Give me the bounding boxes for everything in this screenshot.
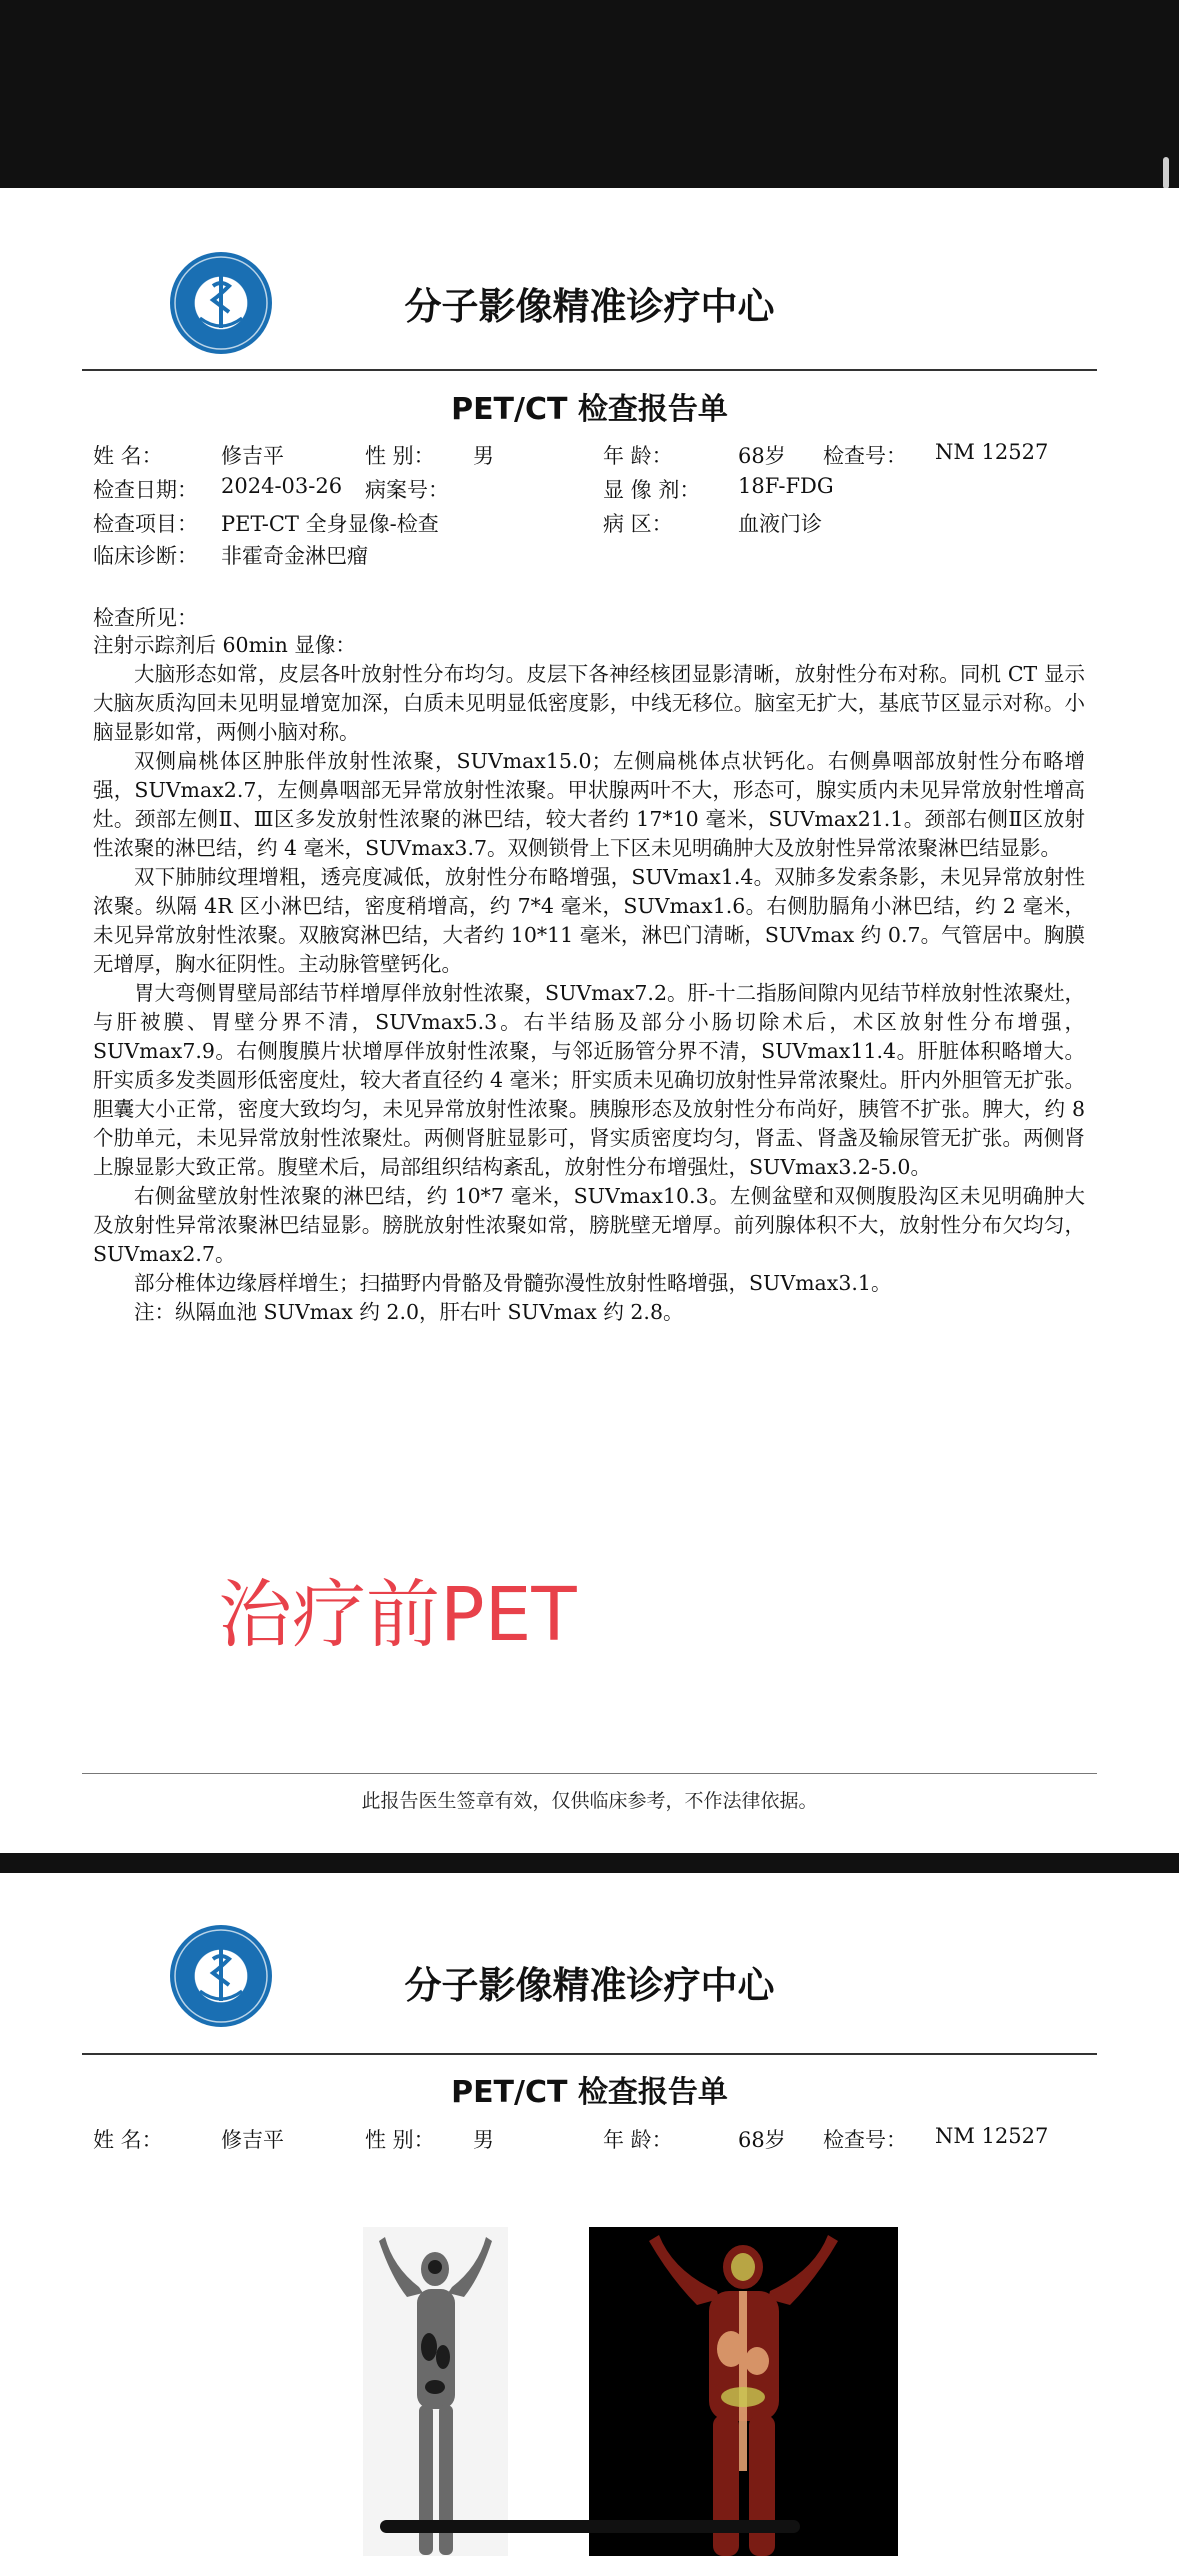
- case-no-label: 病案号：: [365, 478, 449, 502]
- diagnosis-label: 临床诊断：: [93, 544, 198, 568]
- findings-note: 注：纵隔血池 SUVmax 约 2.0，肝右叶 SUVmax 约 2.8。: [134, 1300, 684, 1324]
- age-label: 年 龄：: [603, 2128, 673, 2152]
- exam-item: PET-CT 全身显像-检查: [221, 512, 439, 536]
- report-page-1: [0, 188, 1179, 1853]
- center-name: 分子影像精准诊疗中心: [404, 285, 775, 328]
- sex-label: 性 别：: [365, 2128, 435, 2152]
- report-page-2: [0, 1873, 1179, 2556]
- findings-paragraph: 右侧盆壁放射性浓聚的淋巴结，约 10*7 毫米，SUVmax10.3。左侧盆壁和双侧腹股沟区未见明确肿大及放射性异常浓聚淋巴结显影。膀胱放射性浓聚如常，膀胱壁无增厚。前列腺体积不大，放射性分布欠均匀，SUVmax2.7。: [93, 1184, 1085, 1266]
- exam-no-label: 检查号：: [823, 444, 907, 468]
- exam-date: 2024-03-26: [221, 474, 343, 498]
- patient-sex: 男: [473, 2128, 494, 2152]
- name-label: 姓 名：: [93, 444, 163, 468]
- ward-label: 病 区：: [603, 512, 673, 536]
- patient-name: 修吉平: [221, 2128, 284, 2152]
- sex-label: 性 别：: [365, 444, 435, 468]
- findings-paragraph: 大脑形态如常，皮层各叶放射性分布均匀。皮层下各神经核团显影清晰，放射性分布对称。同机 CT 显示大脑灰质沟回未见明显增宽加深，白质未见明显低密度影，中线无移位。脑室无扩大，基底节区显示对称。小脑显影如常，两侧小脑对称。: [93, 662, 1085, 744]
- footer-divider: [82, 1773, 1097, 1774]
- report-title: PET/CT 检查报告单: [451, 2075, 728, 2110]
- header-divider: [82, 369, 1097, 371]
- patient-age: 68岁: [738, 2128, 786, 2152]
- header-divider: [82, 2053, 1097, 2055]
- patient-sex: 男: [473, 444, 494, 468]
- patient-name: 修吉平: [221, 444, 284, 468]
- agent-label: 显 像 剂：: [603, 478, 701, 502]
- findings-label: 检查所见：: [93, 606, 198, 630]
- agent: 18F-FDG: [738, 474, 834, 498]
- age-label: 年 龄：: [603, 444, 673, 468]
- footer-disclaimer: 此报告医生签章有效，仅供临床参考，不作法律依据。: [361, 1790, 818, 1812]
- exam-no: NM 12527: [935, 440, 1049, 464]
- exam-date-label: 检查日期：: [93, 478, 198, 502]
- report-title: PET/CT 检查报告单: [451, 392, 728, 427]
- findings-paragraph: 注射示踪剂后 60min 显像：: [93, 633, 356, 657]
- exam-no: NM 12527: [935, 2124, 1049, 2148]
- handwritten-annotation: 治疗前PET: [218, 1572, 577, 1658]
- status-bar-area: [0, 0, 1179, 188]
- item-label: 检查项目：: [93, 512, 198, 536]
- name-label: 姓 名：: [93, 2128, 163, 2152]
- findings-paragraph: 双侧扁桃体区肿胀伴放射性浓聚，SUVmax15.0；左侧扁桃体点状钙化。右侧鼻咽部放射性分布略增强，SUVmax2.7，左侧鼻咽部无异常放射性浓聚。甲状腺两叶不大，形态可，腺实质内未见异常放射性增高灶。颈部左侧Ⅱ、Ⅲ区多发放射性浓聚的淋巴结，较大者约 17*10 毫米，SUVmax21.1。颈部右侧Ⅱ区放射性浓聚的淋巴结，约 4 毫米，SUVmax3.7。双侧锁骨上下区未见明确肿大及放射性异常浓聚淋巴结显影。: [93, 749, 1085, 860]
- ward: 血液门诊: [738, 512, 822, 536]
- center-name: 分子影像精准诊疗中心: [404, 1964, 775, 2007]
- home-indicator[interactable]: [380, 2520, 800, 2533]
- patient-age: 68岁: [738, 444, 786, 468]
- findings-paragraph: 双下肺肺纹理增粗，透亮度减低，放射性分布略增强，SUVmax1.4。双肺多发索条影，未见异常放射性浓聚。纵隔 4R 区小淋巴结，密度稍增高，约 7*4 毫米，SUVmax1.6。右侧肋膈角小淋巴结，约 2 毫米，未见异常放射性浓聚。双腋窝淋巴结，大者约 10*11 毫米，淋巴门清晰，SUVmax 约 0.7。气管居中。胸膜无增厚，胸水征阴性。主动脉管壁钙化。: [93, 865, 1085, 976]
- scrollbar-thumb[interactable]: [1163, 157, 1169, 189]
- findings-text: [93, 631, 1085, 1327]
- pet-ct-fusion-image: [589, 2227, 898, 2556]
- findings-paragraph: 胃大弯侧胃壁局部结节样增厚伴放射性浓聚，SUVmax7.2。肝-十二指肠间隙内见结节样放射性浓聚灶，与肝被膜、胃壁分界不清，SUVmax5.3。右半结肠及部分小肠切除术后，术区放射性分布增强，SUVmax7.9。右侧腹膜片状增厚伴放射性浓聚，与邻近肠管分界不清，SUVmax11.4。肝脏体积略增大。肝实质多发类圆形低密度灶，较大者直径约 4 毫米；肝实质未见确切放射性异常浓聚灶。肝内外胆管无扩张。胆囊大小正常，密度大致均匀，未见异常放射性浓聚。胰腺形态及放射性分布尚好，胰管不扩张。脾大，约 8 个肋单元，未见异常放射性浓聚灶。两侧肾脏显影可，肾实质密度均匀，肾盂、肾盏及输尿管无扩张。两侧肾上腺显影大致正常。腹壁术后，局部组织结构紊乱，放射性分布增强灶，SUVmax3.2-5.0。: [93, 981, 1085, 1179]
- diagnosis: 非霍奇金淋巴瘤: [221, 544, 368, 568]
- findings-paragraph: 部分椎体边缘唇样增生；扫描野内骨骼及骨髓弥漫性放射性略增强，SUVmax3.1。: [134, 1271, 892, 1295]
- exam-no-label: 检查号：: [823, 2128, 907, 2152]
- pet-mip-image: [363, 2227, 508, 2556]
